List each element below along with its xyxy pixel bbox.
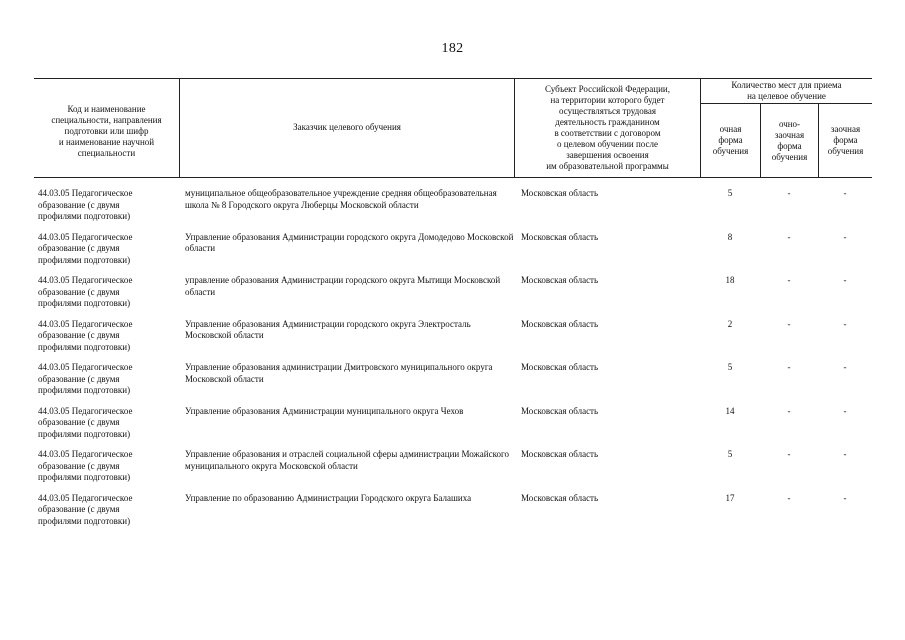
row-fulltime: 5: [727, 362, 733, 372]
row-subject: Московская область: [521, 449, 599, 459]
row-code: 44.03.05 Педагогическое образование (с двумя профилями подготовки): [38, 492, 133, 526]
row-extramural: -: [843, 188, 847, 198]
row-customer: Управление образования Администрации муниципального округа Чехов: [185, 405, 464, 416]
header-subject: [515, 78, 700, 177]
table-row: [34, 406, 872, 450]
row-extramural: -: [843, 318, 847, 329]
table-row: [34, 319, 872, 363]
table-header: [34, 78, 872, 178]
row-fulltime: 5: [727, 449, 733, 459]
row-fulltime: 5: [727, 188, 733, 198]
row-customer: управление образования Администрации городского округа Мытищи Московской области: [185, 275, 501, 297]
row-subject: Московская область: [521, 318, 599, 329]
header-customer-label: Заказчик целевого обучения: [293, 122, 401, 132]
row-subject: Московская область: [521, 275, 599, 285]
row-fulltime: 8: [727, 231, 733, 242]
row-extramural: -: [843, 362, 847, 372]
table-row: [34, 449, 872, 493]
row-parttime: -: [787, 318, 791, 329]
row-parttime: -: [787, 362, 791, 372]
table-row: [34, 362, 872, 406]
row-extramural: -: [843, 405, 847, 416]
row-parttime: -: [787, 492, 791, 503]
row-extramural: -: [843, 492, 847, 503]
table-row: [34, 232, 872, 276]
header-places: [701, 78, 872, 103]
row-subject: Московская область: [521, 188, 599, 198]
header-subject-label: Субъект Российской Федерации, на территории которого будет осуществляться трудовая деятельность гражданином в соответствии с договором о целевом обучении после завершения освоения им образовательной программы: [545, 83, 670, 171]
row-customer: Управление образования и отраслей социальной сферы администрации Можайского муниципального округа Московской области: [185, 449, 509, 471]
row-code: 44.03.05 Педагогическое образование (с двумя профилями подготовки): [38, 188, 133, 221]
row-customer: Управление образования Администрации городского округа Домодедово Московской области: [185, 231, 514, 253]
table-row: [34, 493, 872, 537]
header-code: [34, 86, 179, 177]
header-extramural-label: заочная форма обучения: [827, 124, 864, 156]
row-fulltime: 17: [725, 492, 735, 503]
row-extramural: -: [843, 275, 847, 285]
row-fulltime: 18: [725, 275, 735, 285]
row-parttime: -: [787, 405, 791, 416]
row-parttime: -: [787, 449, 791, 459]
row-customer: Управление образования Администрации городского округа Электросталь Московской области: [185, 318, 471, 340]
table-row: [34, 188, 872, 232]
page-number: 182: [441, 41, 464, 56]
row-code: 44.03.05 Педагогическое образование (с двумя профилями подготовки): [38, 275, 133, 308]
header-parttime-label: очно- заочная форма обучения: [771, 118, 808, 162]
header-extramural: [819, 104, 872, 177]
row-extramural: -: [843, 449, 847, 459]
row-fulltime: 14: [725, 405, 735, 416]
row-subject: Московская область: [521, 492, 599, 503]
row-parttime: -: [787, 231, 791, 242]
row-parttime: -: [787, 275, 791, 285]
header-bottom-rule: [34, 177, 872, 178]
row-subject: Московская область: [521, 231, 599, 242]
row-fulltime: 2: [727, 318, 733, 329]
row-customer: муниципальное общеобразовательное учреждение средняя общеобразовательная школа № 8 Городского округа Люберцы Московской области: [185, 188, 497, 210]
row-customer: Управление по образованию Администрации Городского округа Балашиха: [185, 492, 472, 503]
row-code: 44.03.05 Педагогическое образование (с двумя профилями подготовки): [38, 231, 133, 265]
row-code: 44.03.05 Педагогическое образование (с двумя профилями подготовки): [38, 449, 133, 482]
row-code: 44.03.05 Педагогическое образование (с двумя профилями подготовки): [38, 405, 133, 439]
row-code: 44.03.05 Педагогическое образование (с двумя профилями подготовки): [38, 362, 133, 395]
header-fulltime-label: очная форма обучения: [712, 124, 749, 156]
header-parttime: [761, 104, 818, 177]
header-code-label: Код и наименование специальности, направления подготовки или шифр и наименование научной специальности: [51, 104, 162, 158]
row-subject: Московская область: [521, 362, 599, 372]
header-customer: [180, 78, 514, 177]
row-parttime: -: [787, 188, 791, 198]
header-places-label: Количество мест для приема на целевое обучение: [731, 79, 842, 101]
row-code: 44.03.05 Педагогическое образование (с двумя профилями подготовки): [38, 318, 133, 352]
header-fulltime: [701, 104, 760, 177]
row-extramural: -: [843, 231, 847, 242]
table-row: [34, 275, 872, 319]
row-subject: Московская область: [521, 405, 599, 416]
row-customer: Управление образования администрации Дмитровского муниципального округа Московской области: [185, 362, 493, 384]
